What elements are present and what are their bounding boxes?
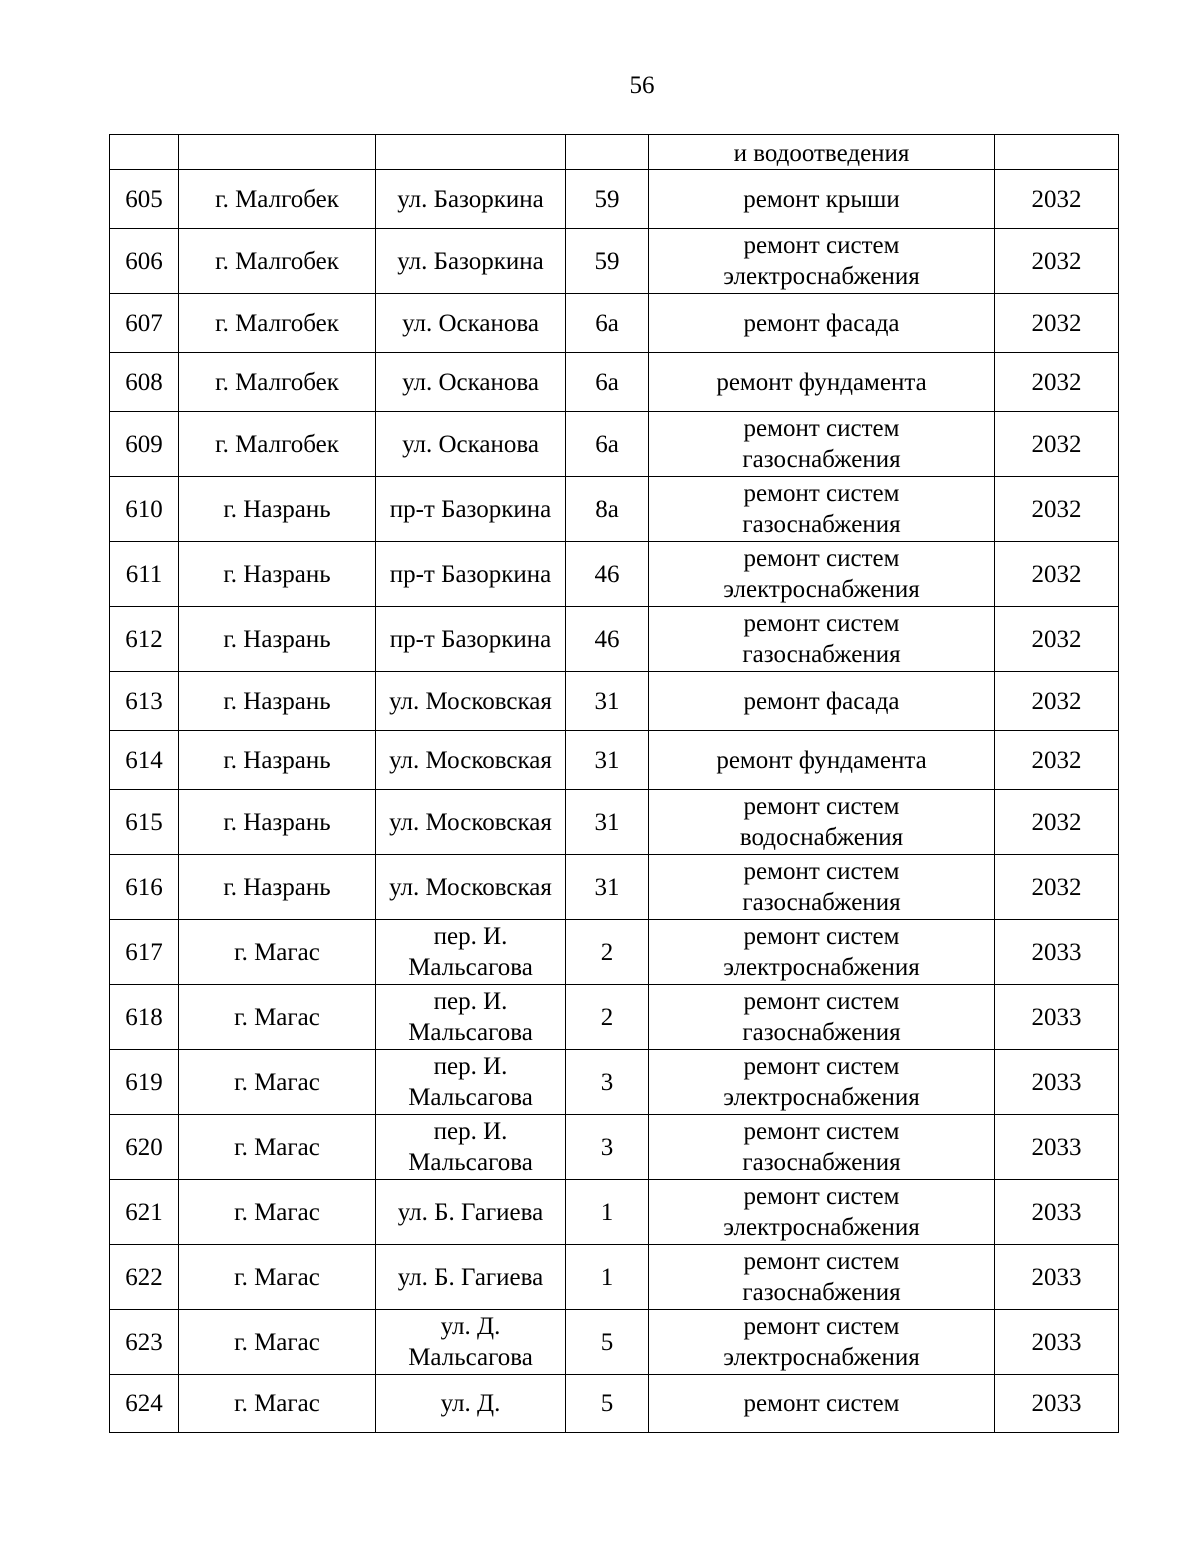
year-cell: 2033 — [995, 1310, 1119, 1375]
table-row — [110, 920, 1119, 985]
cell-text-line: ремонт систем — [743, 988, 900, 1015]
city-cell: г. Малгобек — [179, 353, 376, 412]
row-number-cell: 616 — [110, 855, 179, 920]
house-number-cell — [566, 135, 649, 170]
street-cell — [376, 985, 566, 1050]
table-row — [110, 855, 1119, 920]
city-cell: г. Магас — [179, 1180, 376, 1245]
work-type-cell — [649, 1310, 995, 1375]
work-type-cell — [649, 790, 995, 855]
street-cell — [376, 731, 566, 790]
city-cell: г. Магас — [179, 985, 376, 1050]
year-cell: 2032 — [995, 477, 1119, 542]
cell-text-line: ул. Б. Гагиева — [397, 1263, 544, 1291]
cell-text-line: пер. И. — [433, 988, 508, 1015]
row-number-cell: 624 — [110, 1375, 179, 1433]
work-type-cell — [649, 170, 995, 229]
year-cell: 2032 — [995, 607, 1119, 672]
house-number-cell: 59 — [566, 229, 649, 294]
cell-text-line: ремонт систем — [743, 610, 900, 637]
table-row — [110, 353, 1119, 412]
city-cell — [179, 135, 376, 170]
house-number-cell: 31 — [566, 790, 649, 855]
street-cell — [376, 229, 566, 294]
table-row — [110, 229, 1119, 294]
table-body — [110, 135, 1119, 1433]
cell-text-line: ремонт систем — [743, 480, 900, 507]
work-type-cell — [649, 985, 995, 1050]
year-cell: 2032 — [995, 855, 1119, 920]
street-cell — [376, 1115, 566, 1180]
year-cell: 2032 — [995, 353, 1119, 412]
row-number-cell: 608 — [110, 353, 179, 412]
house-number-cell: 5 — [566, 1375, 649, 1433]
street-cell — [376, 412, 566, 477]
year-cell: 2032 — [995, 542, 1119, 607]
row-number-cell: 610 — [110, 477, 179, 542]
year-cell: 2033 — [995, 1375, 1119, 1433]
house-number-cell: 2 — [566, 920, 649, 985]
cell-text-line: ул. Осканова — [402, 368, 539, 396]
row-number-cell: 613 — [110, 672, 179, 731]
cell-text-line: электроснабжения — [723, 1344, 920, 1371]
table-row — [110, 1180, 1119, 1245]
cell-text-line: Мальсагова — [408, 1084, 533, 1111]
cell-text-line: ремонт фундамента — [716, 368, 927, 396]
table-row — [110, 790, 1119, 855]
cell-text-line: и водоотведения — [733, 140, 910, 167]
cell-text-line: газоснабжения — [742, 641, 901, 668]
row-number-cell: 617 — [110, 920, 179, 985]
cell-text-line: пер. И. — [433, 1118, 508, 1145]
work-type-cell — [649, 1245, 995, 1310]
house-number-cell: 3 — [566, 1050, 649, 1115]
work-type-cell — [649, 855, 995, 920]
cell-text-line: ремонт систем — [743, 1313, 900, 1340]
table-row — [110, 1245, 1119, 1310]
row-number-cell: 607 — [110, 294, 179, 353]
city-cell: г. Назрань — [179, 477, 376, 542]
work-type-cell — [649, 1050, 995, 1115]
table-row — [110, 477, 1119, 542]
city-cell: г. Малгобек — [179, 294, 376, 353]
cell-text-line: газоснабжения — [742, 446, 901, 473]
cell-text-line: ул. Московская — [389, 808, 552, 836]
row-number-cell: 621 — [110, 1180, 179, 1245]
street-cell — [376, 1050, 566, 1115]
year-cell: 2032 — [995, 294, 1119, 353]
work-type-cell — [649, 920, 995, 985]
cell-text-line: газоснабжения — [742, 889, 901, 916]
row-number-cell: 619 — [110, 1050, 179, 1115]
cell-text-line: ремонт систем — [743, 1053, 900, 1080]
cell-text-line: газоснабжения — [742, 511, 901, 538]
row-number-cell: 612 — [110, 607, 179, 672]
table-row — [110, 542, 1119, 607]
city-cell: г. Назрань — [179, 672, 376, 731]
cell-text-line: газоснабжения — [742, 1019, 901, 1046]
street-cell — [376, 607, 566, 672]
row-number-cell: 620 — [110, 1115, 179, 1180]
cell-text-line: ремонт систем — [743, 545, 900, 572]
cell-text-line: ремонт систем — [743, 1183, 900, 1210]
city-cell: г. Магас — [179, 1115, 376, 1180]
work-type-cell — [649, 731, 995, 790]
city-cell: г. Магас — [179, 920, 376, 985]
cell-text-line: Мальсагова — [408, 1019, 533, 1046]
year-cell — [995, 135, 1119, 170]
work-type-cell — [649, 477, 995, 542]
table-row — [110, 731, 1119, 790]
cell-text-line: ремонт систем — [743, 793, 900, 820]
year-cell: 2033 — [995, 1115, 1119, 1180]
row-number-cell: 605 — [110, 170, 179, 229]
table-row — [110, 170, 1119, 229]
table-row — [110, 1310, 1119, 1375]
house-number-cell: 6а — [566, 294, 649, 353]
year-cell: 2032 — [995, 412, 1119, 477]
house-number-cell: 5 — [566, 1310, 649, 1375]
cell-text-line: ремонт систем — [743, 1390, 900, 1417]
cell-text-line: газоснабжения — [742, 1279, 901, 1306]
cell-text-line: ул. Базоркина — [397, 185, 544, 213]
table-row — [110, 672, 1119, 731]
cell-text-line: ремонт крыши — [743, 185, 900, 213]
year-cell: 2033 — [995, 920, 1119, 985]
work-type-cell — [649, 1375, 995, 1433]
house-number-cell: 1 — [566, 1180, 649, 1245]
cell-text-line: электроснабжения — [723, 1214, 920, 1241]
city-cell: г. Магас — [179, 1050, 376, 1115]
year-cell: 2033 — [995, 1180, 1119, 1245]
street-cell — [376, 1180, 566, 1245]
cell-text-line: ремонт систем — [743, 858, 900, 885]
table-row — [110, 294, 1119, 353]
work-type-cell — [649, 135, 995, 170]
cell-text-line: пр-т Базоркина — [389, 625, 552, 653]
cell-text-line: электроснабжения — [723, 576, 920, 603]
cell-text-line: ремонт фасада — [743, 309, 900, 337]
house-number-cell: 6а — [566, 353, 649, 412]
year-cell: 2032 — [995, 731, 1119, 790]
cell-text-line: пр-т Базоркина — [389, 495, 552, 523]
street-cell — [376, 135, 566, 170]
cell-text-line: ул. Московская — [389, 687, 552, 715]
repair-schedule-table — [109, 134, 1119, 1433]
city-cell: г. Назрань — [179, 731, 376, 790]
house-number-cell: 31 — [566, 731, 649, 790]
cell-text-line: электроснабжения — [723, 263, 920, 290]
house-number-cell: 46 — [566, 542, 649, 607]
house-number-cell: 2 — [566, 985, 649, 1050]
work-type-cell — [649, 412, 995, 477]
cell-text-line: Мальсагова — [408, 1149, 533, 1176]
house-number-cell: 3 — [566, 1115, 649, 1180]
street-cell — [376, 1375, 566, 1433]
street-cell — [376, 542, 566, 607]
cell-text-line: ул. Базоркина — [397, 247, 544, 275]
year-cell: 2033 — [995, 985, 1119, 1050]
street-cell — [376, 790, 566, 855]
house-number-cell: 31 — [566, 855, 649, 920]
cell-text-line: Мальсагова — [408, 954, 533, 981]
cell-text-line: пер. И. — [433, 1053, 508, 1080]
table-row — [110, 1115, 1119, 1180]
work-type-cell — [649, 229, 995, 294]
continued-row — [110, 135, 1119, 170]
street-cell — [376, 855, 566, 920]
year-cell: 2032 — [995, 790, 1119, 855]
work-type-cell — [649, 542, 995, 607]
row-number-cell: 606 — [110, 229, 179, 294]
cell-text-line: электроснабжения — [723, 1084, 920, 1111]
city-cell: г. Назрань — [179, 855, 376, 920]
row-number-cell: 609 — [110, 412, 179, 477]
cell-text-line: электроснабжения — [723, 954, 920, 981]
city-cell: г. Малгобек — [179, 229, 376, 294]
work-type-cell — [649, 672, 995, 731]
city-cell: г. Магас — [179, 1375, 376, 1433]
cell-text-line: ремонт систем — [743, 415, 900, 442]
work-type-cell — [649, 1180, 995, 1245]
cell-text-line: ремонт фундамента — [716, 746, 927, 774]
row-number-cell: 614 — [110, 731, 179, 790]
street-cell — [376, 477, 566, 542]
year-cell: 2032 — [995, 672, 1119, 731]
work-type-cell — [649, 294, 995, 353]
street-cell — [376, 1310, 566, 1375]
row-number-cell: 611 — [110, 542, 179, 607]
street-cell — [376, 170, 566, 229]
city-cell: г. Магас — [179, 1310, 376, 1375]
street-cell — [376, 672, 566, 731]
cell-text-line: ремонт систем — [743, 1118, 900, 1145]
table-row — [110, 412, 1119, 477]
city-cell: г. Назрань — [179, 790, 376, 855]
street-cell — [376, 920, 566, 985]
city-cell: г. Назрань — [179, 607, 376, 672]
table-row — [110, 985, 1119, 1050]
year-cell: 2033 — [995, 1245, 1119, 1310]
row-number-cell: 615 — [110, 790, 179, 855]
street-cell — [376, 1245, 566, 1310]
work-type-cell — [649, 1115, 995, 1180]
row-number-cell: 623 — [110, 1310, 179, 1375]
cell-text-line: ул. Московская — [389, 746, 552, 774]
table-row — [110, 607, 1119, 672]
cell-text-line: ул. Осканова — [402, 430, 539, 458]
city-cell: г. Малгобек — [179, 412, 376, 477]
cell-text-line: ул. Д. — [440, 1390, 501, 1417]
cell-text-line: ремонт систем — [743, 232, 900, 259]
cell-text-line: водоснабжения — [739, 824, 904, 851]
street-cell — [376, 294, 566, 353]
table-row — [110, 1375, 1119, 1433]
house-number-cell: 46 — [566, 607, 649, 672]
house-number-cell: 8а — [566, 477, 649, 542]
row-number-cell: 618 — [110, 985, 179, 1050]
cell-text-line: ул. Б. Гагиева — [397, 1198, 544, 1226]
cell-text-line: ремонт систем — [743, 923, 900, 950]
row-number-cell — [110, 135, 179, 170]
cell-text-line: ремонт фасада — [743, 687, 900, 715]
row-number-cell: 622 — [110, 1245, 179, 1310]
year-cell: 2032 — [995, 170, 1119, 229]
cell-text-line: пер. И. — [433, 923, 508, 950]
work-type-cell — [649, 607, 995, 672]
cell-text-line: газоснабжения — [742, 1149, 901, 1176]
street-cell — [376, 353, 566, 412]
cell-text-line: ул. Осканова — [402, 309, 539, 337]
cell-text-line: ремонт систем — [743, 1248, 900, 1275]
page-number: 56 — [629, 72, 655, 99]
work-type-cell — [649, 353, 995, 412]
house-number-cell: 1 — [566, 1245, 649, 1310]
city-cell: г. Магас — [179, 1245, 376, 1310]
cell-text-line: ул. Д. — [440, 1313, 501, 1340]
cell-text-line: ул. Московская — [389, 873, 552, 901]
city-cell: г. Малгобек — [179, 170, 376, 229]
city-cell: г. Назрань — [179, 542, 376, 607]
table-row — [110, 1050, 1119, 1115]
house-number-cell: 59 — [566, 170, 649, 229]
year-cell: 2033 — [995, 1050, 1119, 1115]
cell-text-line: пр-т Базоркина — [389, 560, 552, 588]
house-number-cell: 31 — [566, 672, 649, 731]
house-number-cell: 6а — [566, 412, 649, 477]
cell-text-line: Мальсагова — [408, 1344, 533, 1371]
year-cell: 2032 — [995, 229, 1119, 294]
